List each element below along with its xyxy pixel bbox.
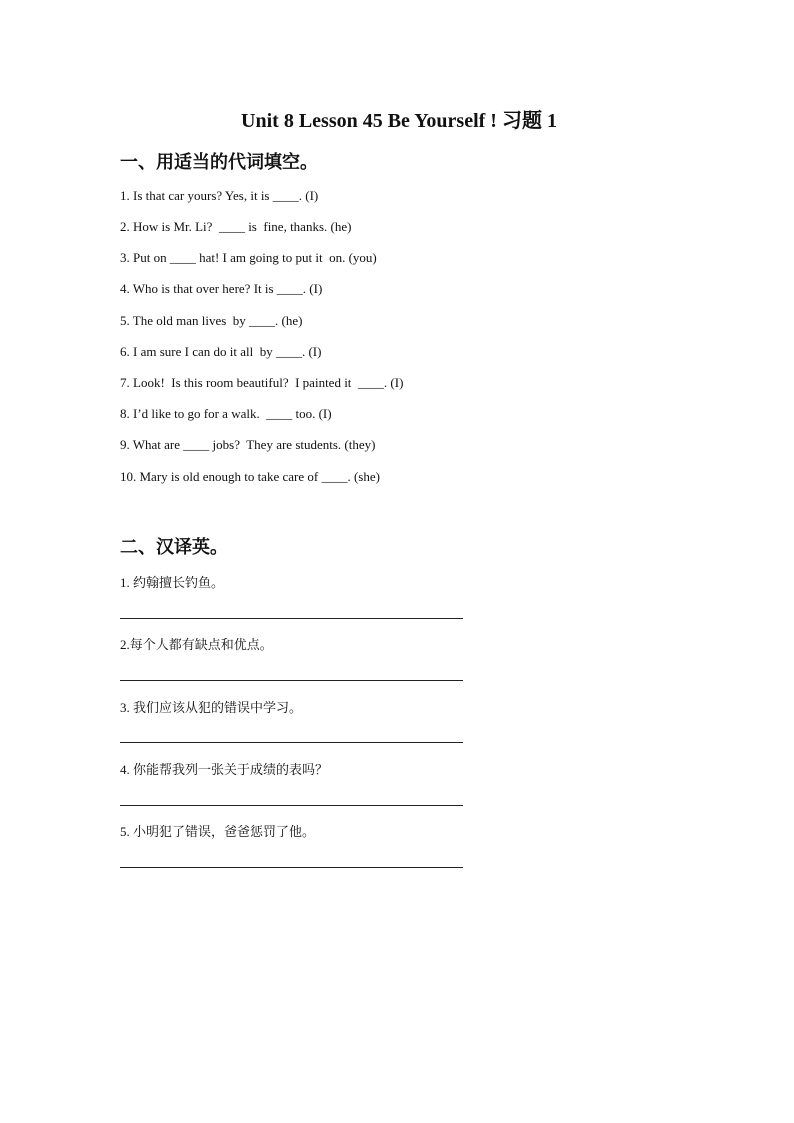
translation-2: 2.每个人都有缺点和优点。 bbox=[120, 637, 273, 652]
answer-line-1 bbox=[120, 618, 463, 619]
section2-heading: 二、汉译英。 bbox=[120, 537, 228, 557]
translation-5: 5. 小明犯了错误，爸爸惩罚了他。 bbox=[120, 824, 316, 839]
answer-line-3 bbox=[120, 742, 463, 743]
question-6: 6. I am sure I can do it all by ____. (I) bbox=[120, 344, 322, 359]
question-9: 9. What are ____ jobs? They are students. (they) bbox=[120, 437, 376, 452]
translation-1: 1. 约翰擅长钓鱼。 bbox=[120, 575, 225, 590]
answer-line-2 bbox=[120, 680, 463, 681]
section1-heading: 一、用适当的代词填空。 bbox=[120, 152, 318, 172]
question-2: 2. How is Mr. Li? ____ is fine, thanks. (he) bbox=[120, 219, 352, 234]
answer-line-5 bbox=[120, 867, 463, 868]
answer-line-4 bbox=[120, 805, 463, 806]
question-3: 3. Put on ____ hat! I am going to put it on. (you) bbox=[120, 250, 377, 265]
translation-4: 4. 你能帮我列一张关于成绩的表吗？ bbox=[120, 762, 329, 777]
question-1: 1. Is that car yours? Yes, it is ____. (I) bbox=[120, 188, 319, 203]
question-5: 5. The old man lives by ____. (he) bbox=[120, 313, 303, 328]
question-10: 10. Mary is old enough to take care of ____. (she) bbox=[120, 469, 380, 484]
translation-3: 3. 我们应该从犯的错误中学习。 bbox=[120, 700, 303, 715]
question-8: 8. I’d like to go for a walk. ____ too. (I) bbox=[120, 406, 332, 421]
question-7: 7. Look! Is this room beautiful? I painted it ____. (I) bbox=[120, 375, 404, 390]
page-title: Unit 8 Lesson 45 Be Yourself ! 习题 1 bbox=[241, 110, 557, 132]
question-4: 4. Who is that over here? It is ____. (I) bbox=[120, 281, 323, 296]
